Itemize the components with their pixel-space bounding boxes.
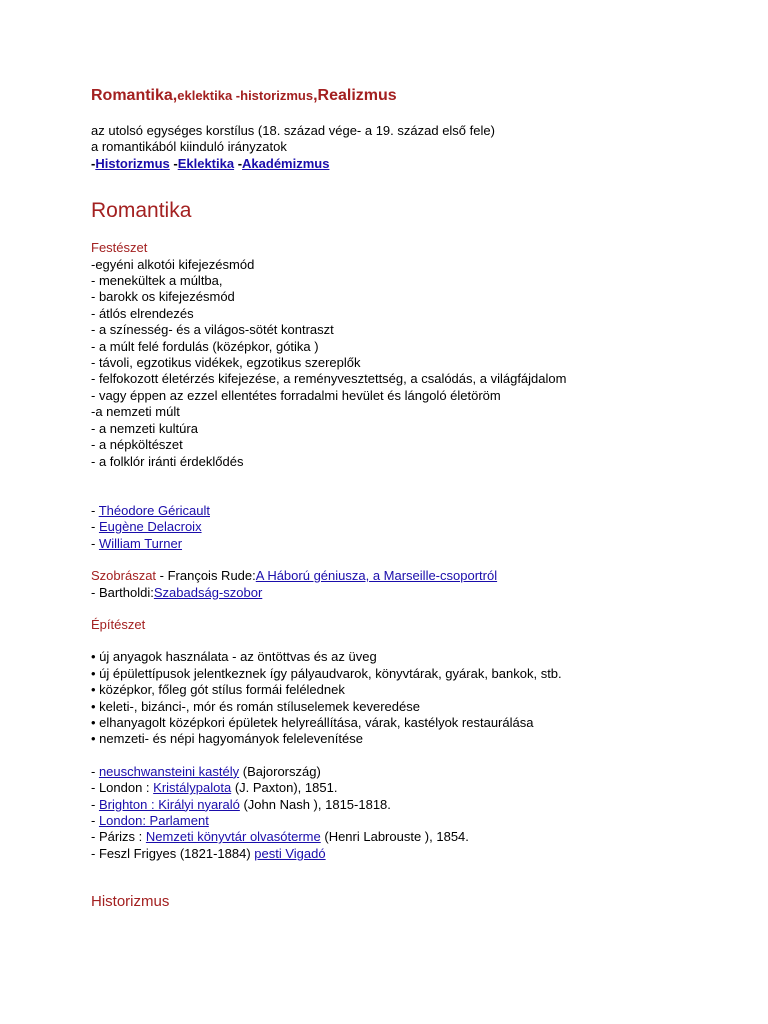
example-item <box>91 846 751 862</box>
list-item: • középkor, főleg gót stílus formái felélednek <box>91 682 345 698</box>
title-eklektika: eklektika -historizmus <box>177 88 314 103</box>
parlament-link[interactable]: London: Parlament <box>98 813 209 828</box>
list-item: - a múlt felé fordulás (középkor, gótika ) <box>91 338 319 354</box>
list-item: • új épülettípusok jelentkeznek így pályaudvarok, könyvtárak, gyárak, bankok, stb. <box>91 665 562 681</box>
artist-item: - William Turner <box>91 535 183 551</box>
epiteszet-bullets <box>91 649 751 747</box>
neuschwanstein-link[interactable]: neuschwansteini kastély <box>98 763 240 779</box>
festeszet-list <box>91 257 751 470</box>
title-realizmus: ,Realizmus <box>313 87 397 104</box>
brighton-link[interactable]: Brighton : Királyi nyaraló <box>98 796 240 812</box>
szobraszat-prefix-2: - Bartholdi: <box>91 584 154 600</box>
list-item: - menekültek a múltba, <box>91 273 223 289</box>
artist-item: - Théodore Géricault <box>91 502 210 518</box>
example-prefix: - Feszl Frigyes (1821-1884) <box>91 845 255 861</box>
example-item <box>91 829 751 845</box>
list-item: - átlós elrendezés <box>91 305 194 321</box>
artist-list <box>91 503 751 552</box>
document-title <box>91 86 751 106</box>
list-item: -egyéni alkotói kifejezésmód <box>91 256 255 272</box>
artist-item: - Eugène Delacroix <box>91 519 202 535</box>
example-suffix: (John Nash ), 1815-1818. <box>239 796 391 812</box>
list-item: - a nemzeti kultúra <box>91 420 198 436</box>
list-item: - barokk os kifejezésmód <box>91 289 235 305</box>
example-prefix: - <box>91 796 99 812</box>
example-item <box>91 764 751 780</box>
intro-line-1: az utolsó egységes korstílus (18. század vége- a 19. század első fele) <box>91 123 495 138</box>
heading-historizmus: Historizmus <box>91 893 170 911</box>
document-content <box>91 86 751 912</box>
vigado-link[interactable]: pesti Vigadó <box>254 845 326 861</box>
list-item: - a színesség- és a világos-sötét kontraszt <box>91 322 334 338</box>
artist-link-delacroix[interactable]: Eugène Delacroix <box>98 519 202 535</box>
historizmus-link[interactable]: Historizmus <box>95 155 170 171</box>
artist-link-gericault[interactable]: Théodore Géricault <box>98 502 210 518</box>
intro-line-2: a romantikából kiinduló irányzatok <box>91 139 287 155</box>
example-prefix: - Párizs : <box>91 829 146 845</box>
heading-szobraszat: Szobrászat <box>91 568 157 584</box>
eklektika-link[interactable]: Eklektika <box>177 155 235 171</box>
heading-festeszet: Festészet <box>91 240 148 256</box>
example-item <box>91 780 751 796</box>
kristalypalota-link[interactable]: Kristálypalota <box>153 780 232 796</box>
list-item: - a népköltészet <box>91 437 183 453</box>
szobraszat-line-1 <box>91 568 751 584</box>
list-item: • nemzeti- és népi hagyományok felelevenítése <box>91 731 363 747</box>
example-prefix: - <box>91 813 99 828</box>
example-suffix: (Bajorország) <box>239 763 321 779</box>
list-item: • elhanyagolt középkori épületek helyreállítása, várak, kastélyok restaurálása <box>91 714 534 730</box>
list-item: - távoli, egzotikus vidékek, egzotikus szereplők <box>91 355 361 371</box>
example-prefix: - <box>91 763 99 779</box>
example-suffix: (Henri Labrouste ), 1854. <box>320 829 469 845</box>
epiteszet-examples <box>91 764 751 862</box>
szobraszat-prefix-1: - François Rude: <box>156 568 256 584</box>
konyvtar-link[interactable]: Nemzeti könyvtár olvasóterme <box>145 829 321 845</box>
heading-epiteszet: Építészet <box>91 616 146 632</box>
list-item: - a folklór iránti érdeklődés <box>91 453 244 469</box>
list-item: - vagy éppen az ezzel ellentétes forradalmi hevület és lángoló életöröm <box>91 387 501 403</box>
title-romantika: Romantika, <box>91 87 178 104</box>
example-item <box>91 797 751 813</box>
szabadsag-szobor-link[interactable]: Szabadság-szobor <box>153 584 263 600</box>
szobraszat-line-2 <box>91 585 751 601</box>
list-item: • új anyagok használata - az öntöttvas és az üveg <box>91 649 377 665</box>
akademizmus-link[interactable]: Akadémizmus <box>242 155 330 171</box>
example-prefix: - London : <box>91 780 154 796</box>
list-item: - felfokozott életérzés kifejezése, a reményvesztettség, a csalódás, a világfájdalom <box>91 371 567 387</box>
intro-links: -Historizmus -Eklektika -Akadémizmus <box>91 155 330 171</box>
example-item <box>91 813 751 829</box>
list-item: -a nemzeti múlt <box>91 404 180 420</box>
example-suffix: (J. Paxton), 1851. <box>231 780 338 796</box>
list-item: • keleti-, bizánci-, mór és román stíluselemek keveredése <box>91 698 420 714</box>
marseillaise-link[interactable]: A Háború géniusza, a Marseille-csoportról <box>255 568 498 584</box>
artist-link-turner[interactable]: William Turner <box>98 535 183 551</box>
heading-romantika: Romantika <box>91 199 192 223</box>
